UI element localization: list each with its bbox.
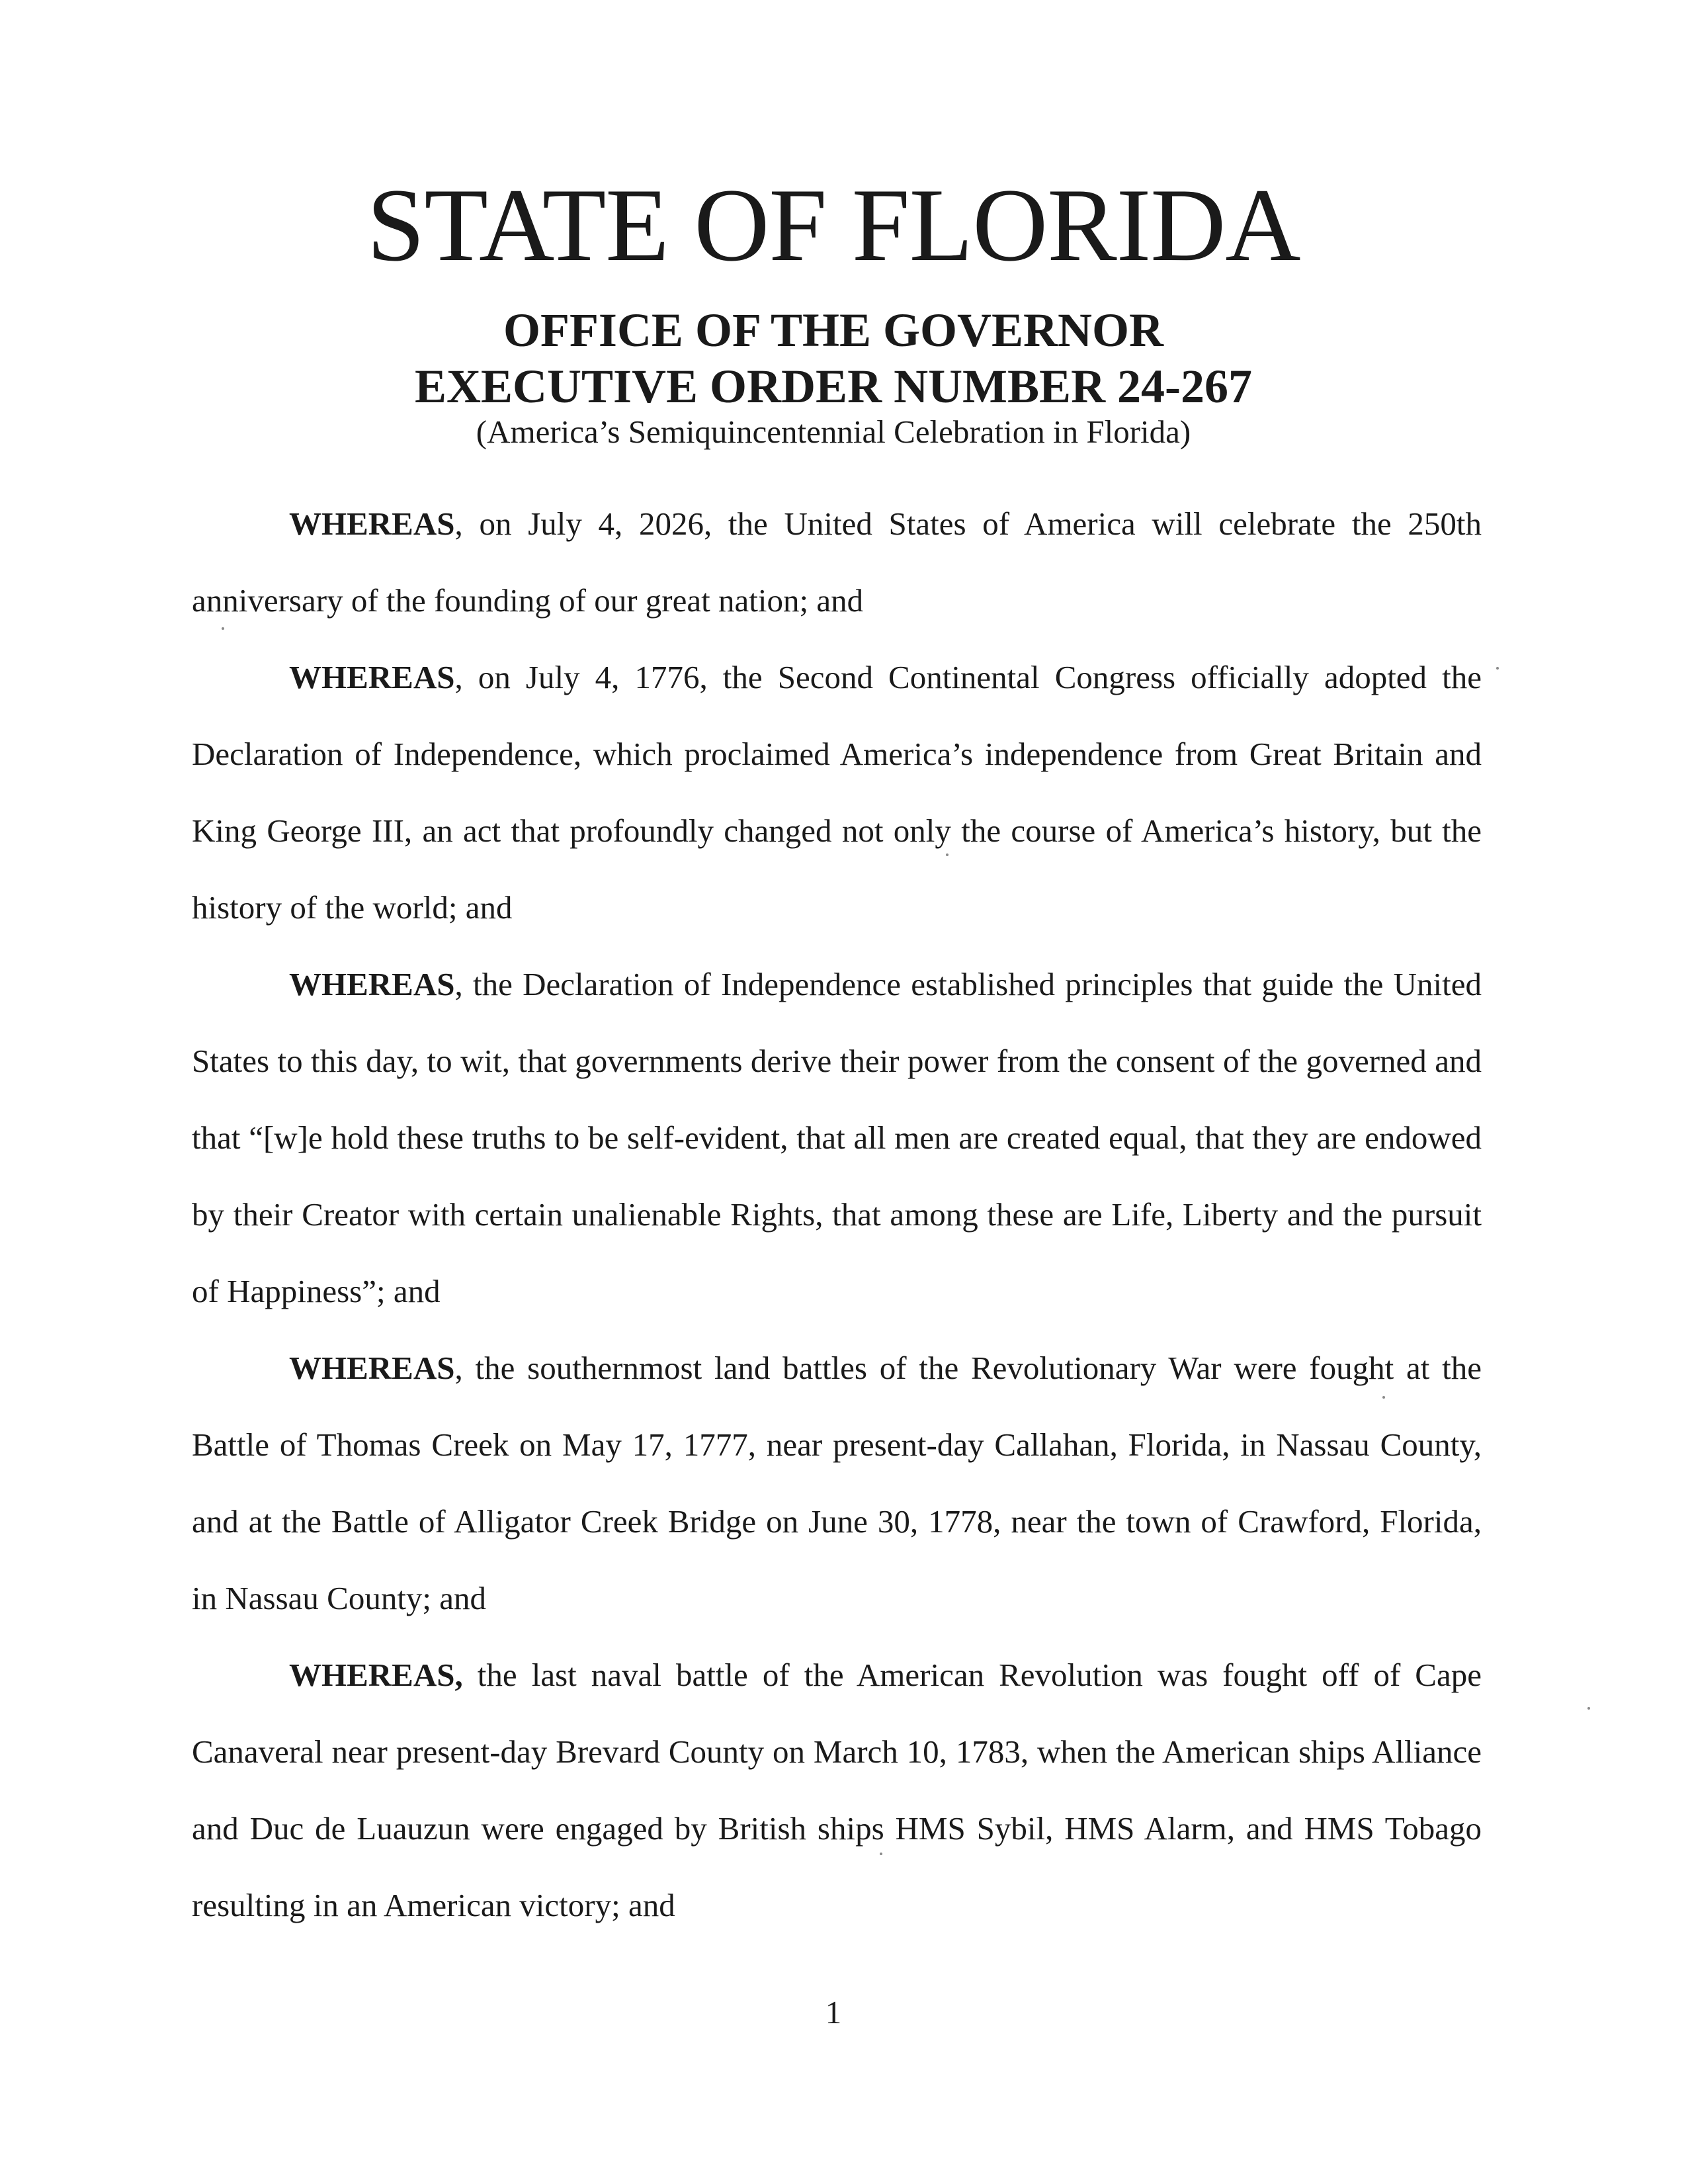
- paragraph-text: , the southernmost land battles of the Revolutionary War were fought at the Battle of Thomas Creek on May 17, 1777, near present-day Callahan, Florida, in Nassau County, and at the Battle of Alligator Creek Bridge on June 30, 1778, near the town of Crawford, Florida, in Nassau County; and: [192, 1350, 1482, 1616]
- paragraph-text: , on July 4, 2026, the United States of America will celebrate the 250th anniversary of the founding of our great nation; and: [192, 505, 1482, 619]
- paragraph-text: , on July 4, 1776, the Second Continental Congress officially adopted the Declaration of Independence, which proclaimed America’s independence from Great Britain and King George III, an act that profoundly changed not only the course of America’s history, but the history of the world; and: [192, 659, 1482, 926]
- paragraph-text: , the Declaration of Independence established principles that guide the United States to this day, to wit, that governments derive their power from the consent of the governed and that “[w]e hold these truths to be self-evident, that all men are created equal, that they are endowed by their Creator with certain unalienable Rights, that among these are Life, Liberty and the pursuit of Happiness”; and: [192, 966, 1482, 1309]
- paragraph-text: the last naval battle of the American Revolution was fought off of Cape Canaveral near present-day Brevard County on March 10, 1783, when the American ships Alliance and Duc de Luauzun were engaged by British ships HMS Sybil, HMS Alarm, and HMS Tobago resulting in an American victory; and: [192, 1657, 1482, 1923]
- order-caption: (America’s Semiquincentennial Celebration in Florida): [476, 414, 1191, 450]
- scan-speck: [946, 853, 949, 856]
- scan-speck: [222, 627, 224, 630]
- whereas-paragraph: [192, 486, 1482, 639]
- scan-speck: [1382, 1396, 1385, 1399]
- whereas-paragraph: [192, 1330, 1482, 1637]
- office-heading: OFFICE OF THE GOVERNOR: [503, 304, 1164, 357]
- document-title: STATE OF FLORIDA: [366, 167, 1300, 283]
- whereas-paragraph: [192, 946, 1482, 1330]
- whereas-keyword: WHEREAS,: [289, 1657, 463, 1693]
- whereas-keyword: WHEREAS: [289, 1350, 455, 1386]
- page-number: 1: [825, 1994, 842, 2031]
- scan-speck: [1587, 1707, 1590, 1710]
- whereas-keyword: WHEREAS: [289, 505, 455, 542]
- scan-speck: [1496, 667, 1499, 670]
- whereas-paragraph: [192, 1637, 1482, 1944]
- scan-speck: [880, 1853, 882, 1855]
- order-body: [192, 486, 1482, 1944]
- whereas-keyword: WHEREAS: [289, 966, 455, 1002]
- executive-order-number: EXECUTIVE ORDER NUMBER 24-267: [414, 360, 1253, 413]
- whereas-keyword: WHEREAS: [289, 659, 455, 695]
- whereas-paragraph: [192, 639, 1482, 946]
